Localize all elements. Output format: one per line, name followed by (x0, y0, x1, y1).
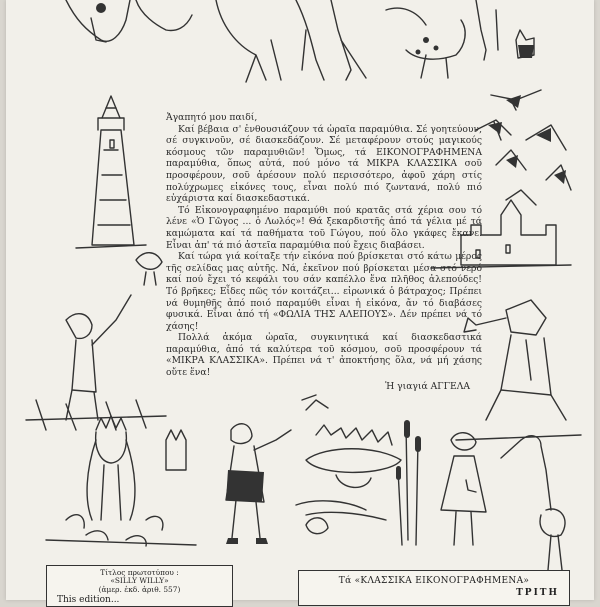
letter-paragraph-3: Καί τώρα γιά κοίταξε τήν εἰκόνα πού βρίσκεται στό κάτω μέρος τῆς σελίδας μας αὐτῆς. Νά, ἐκεῖνον πού βρίσκεται μέσα στό νερό καί πού ἔχει τό κεφάλι του σάν καπέλλο ἕνα πλῆθος ἀλεπούδες! Τό βρῆκες; Εἶδες πῶς τόν κοιτάζει... εἰρωνικά ὁ βάτραχος; Πρέπει νά θυμηθῆς ἀπό ποιό παραμύθι εἶναι ἡ εἰκόνα, ἄν τό διαβάσες φυσικά. Εἶναι ἀπό τή «ΦΩΛΙΑ ΤΗΣ ΑΛΕΠΟΥΣ». Δέν πρέπει νά τό χάσης! (166, 251, 482, 332)
original-title-box (46, 565, 233, 607)
princess-drawing (46, 416, 196, 546)
letter-paragraph-4: Πολλά ἀκόμα ὡραῖα, συγκινητικά καί διασκεδαστικά παραμύθια, ἀπό τά καλύτερα τοῦ κόσμου, σοῦ προσφέρουν τά «ΜΙΚΡΑ ΚΛΑΣΣΙΚΑ». Πρέπει νά τ' ἀποκτήσης ὅλα, νά μή χάσης οὔτε ἕνα! (166, 332, 482, 379)
letter-to-reader (166, 112, 482, 392)
fox-nest-drawing (296, 395, 401, 534)
girl-with-doll-drawing (441, 433, 486, 545)
ink-blob (96, 3, 106, 13)
lighthouse-drawing (76, 96, 146, 248)
series-announcement-box (298, 570, 570, 606)
series-name: Τά «ΚΛΑΣΣΙΚΑ ΕΙΚΟΝΟΓΡΑΦΗΜΕΝΑ» (338, 576, 530, 586)
letter-paragraph-1: Καί βέβαια σ' ἐνθουσιάζουν τά ὡραῖα παραμύθια. Σέ γοητεύουν, σέ συγκινοῦν, σέ διασκεδάζουν. Σέ μεταφέρουν στούς μαγικούς κόσμους τῶν παραμυθιῶν! Ὅμως, τά ΕΙΚΟΝΟΓΡΑΦΗΜΕΝΑ παραμύθια, ὅπως αὐτά, πού μόνο τά ΜΙΚΡΑ ΚΛΑΣΣΙΚΑ σοῦ προσφέρουν, σοῦ ἀρέσουν πολύ περισσότερο, ἀφοῦ χάρη στίς πολύχρωμες εἰκόνες τους, εἶναι πολύ πιό ζωντανά, πολύ πιό εὐχάριστα καί διασκεδαστικά. (166, 123, 482, 205)
letter-signature: Ἡ γιαγιά ΑΓΓΕΛΑ (385, 380, 470, 392)
hunter-drawing (26, 295, 166, 430)
magazine-page (6, 0, 594, 606)
owl-drawing (136, 253, 162, 285)
stork-drawing (501, 436, 565, 570)
edition-notice: This edition... (57, 595, 120, 606)
top-fairytale-scene-drawing (66, 0, 534, 82)
letter-paragraph-2: Τό Εἰκονογραφημένο παραμύθι πού κρατᾶς στά χέρια σου τό λένε «Ὁ Γῶγος ... ὁ Λωλός»! Θά ξεκαρδιστῆς ἀπό τά γέλια μέ τά καμώματα καί τά παθήματα τοῦ Γώγου, πού ὅλο γκάφες ἔκανε. Εἶναι ἀπ' τά πιό ἀστεῖα παραμύθια πού ἔχεις διαβάσει. (166, 204, 482, 251)
original-title-label: Τίτλος πρωτοτύπου : (100, 568, 179, 577)
original-edition-number: (ἀμερ. ἐκδ. ἀριθ. 557) (98, 584, 181, 594)
original-title-name: «SILLY WILLY» (110, 576, 169, 586)
letter-salutation: Ἀγαπητό μου παιδί, (166, 112, 258, 123)
publication-day: ΤΡΙΤΗ (516, 588, 559, 598)
flying-birds-drawing (476, 90, 571, 205)
